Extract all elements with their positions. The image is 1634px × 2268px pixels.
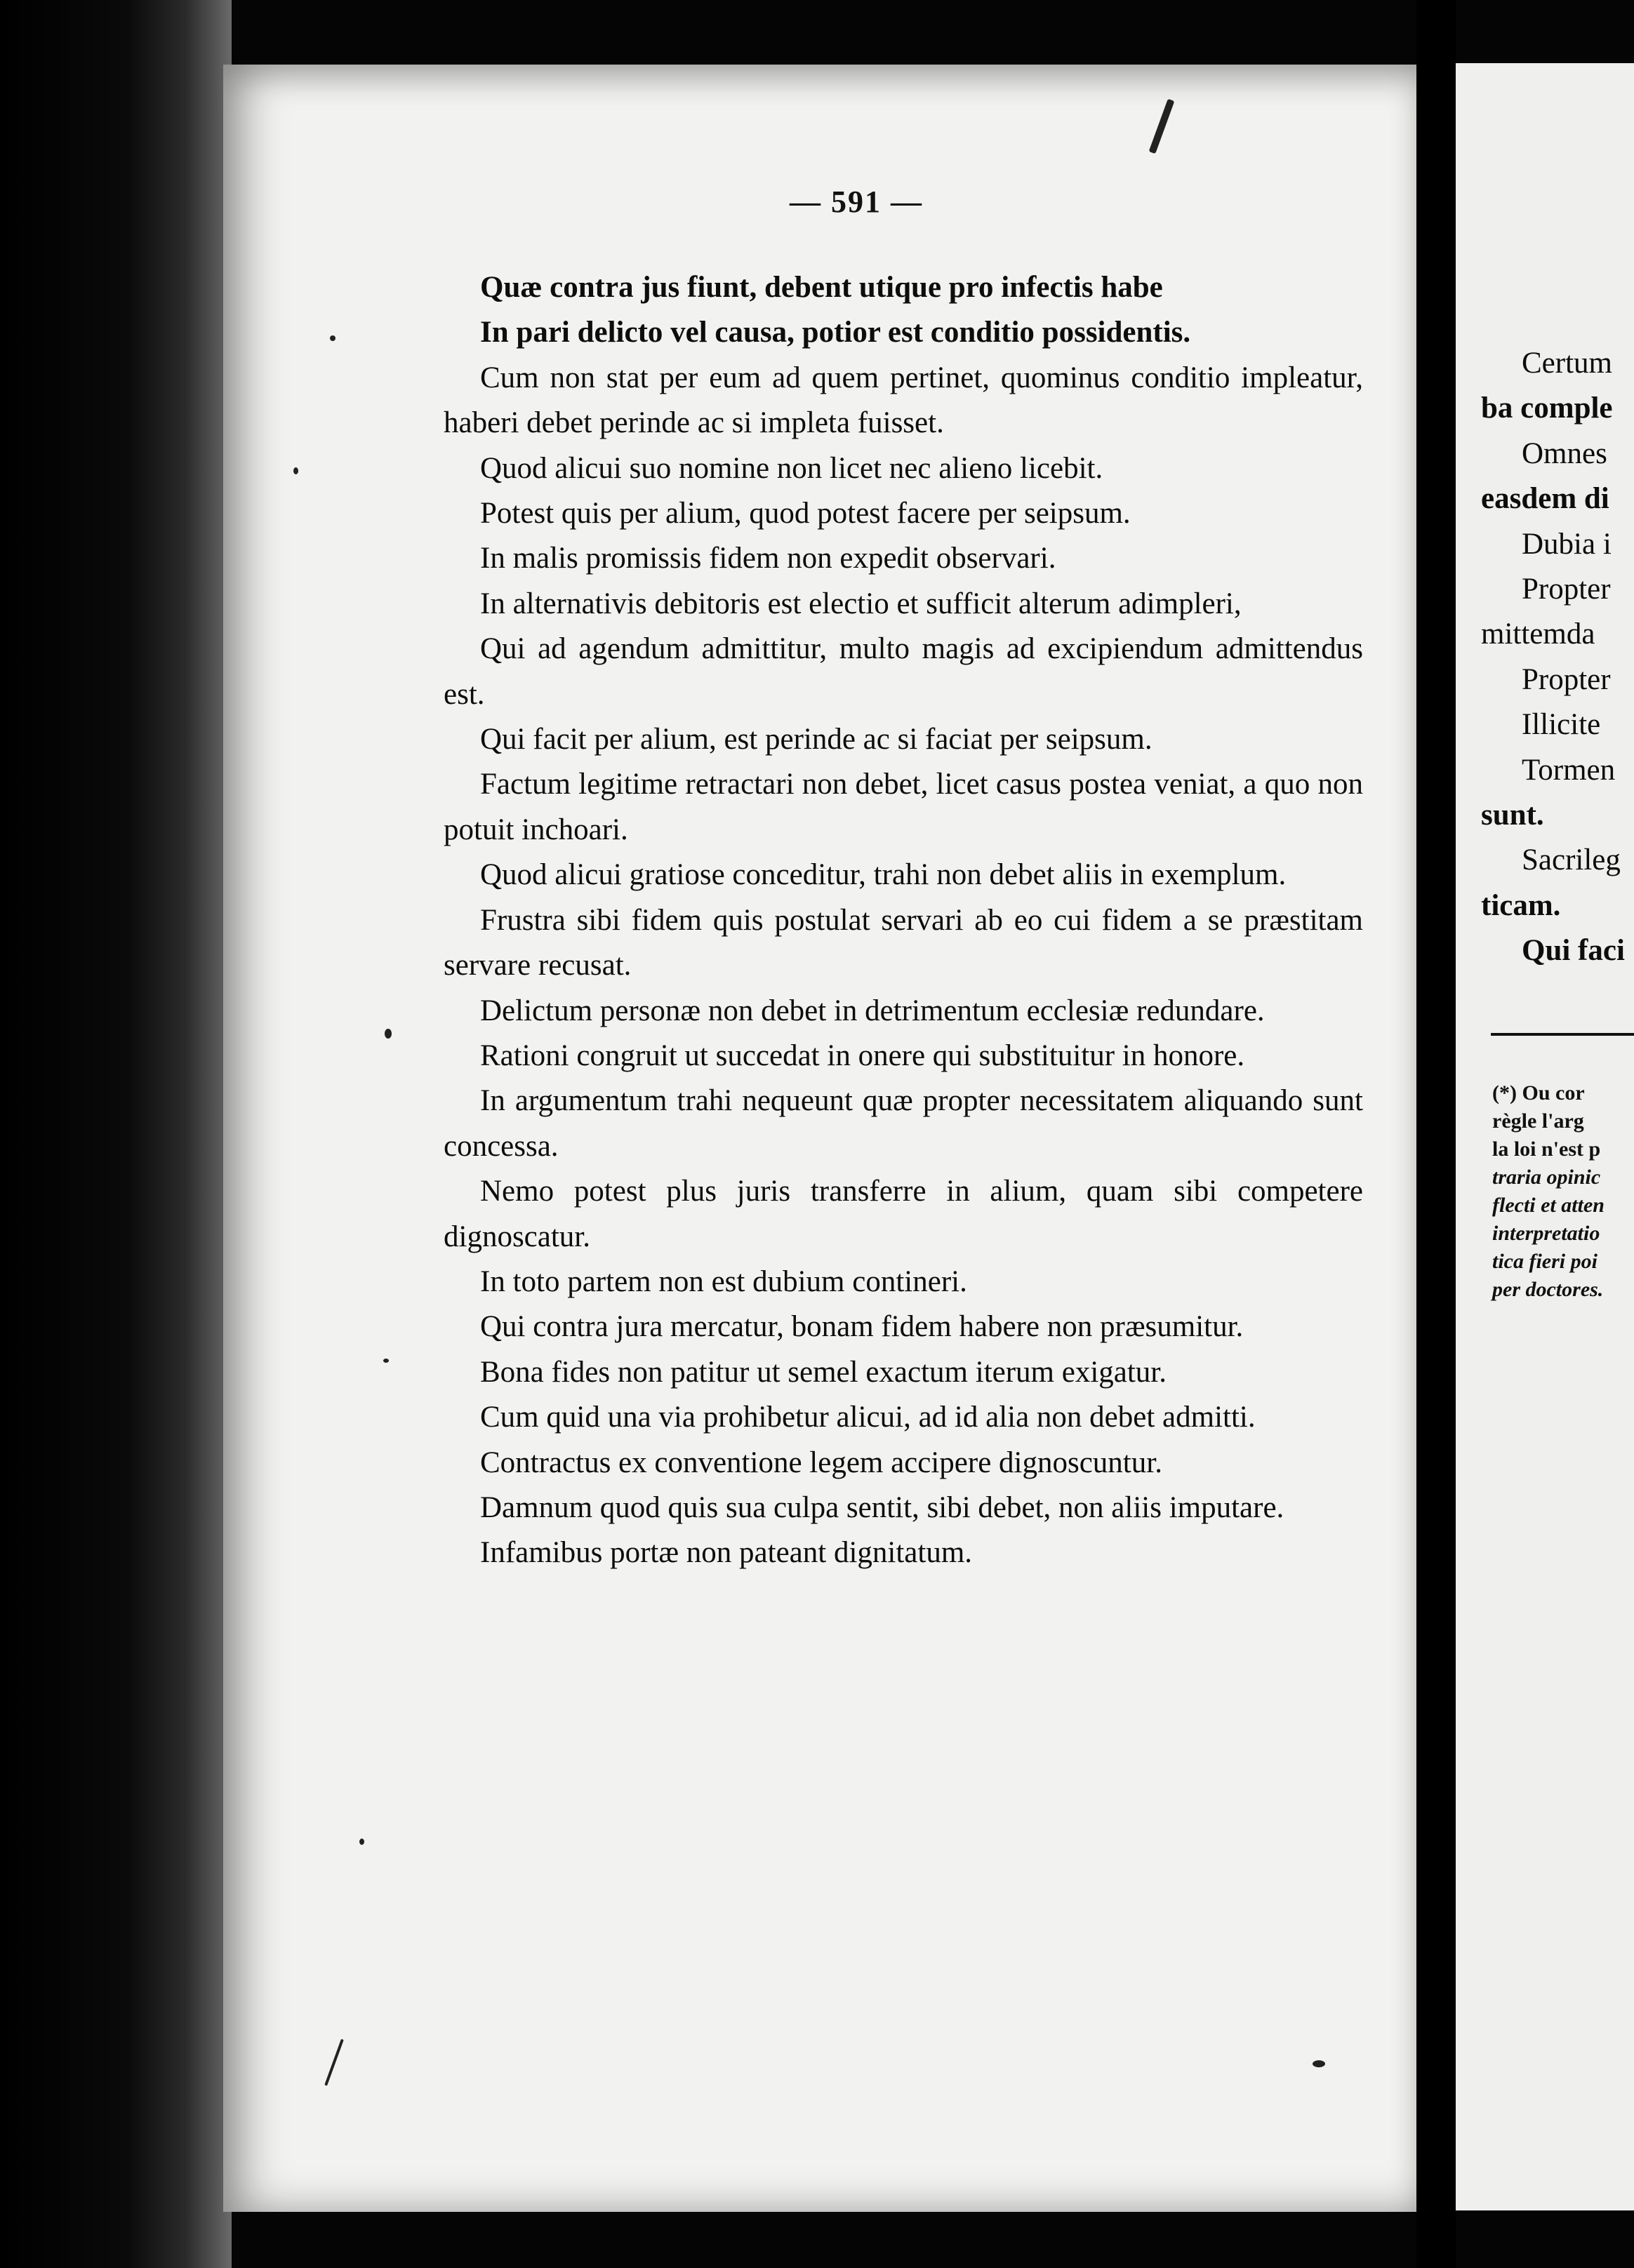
footnote-line: per doctores. (1492, 1278, 1604, 1301)
maxim-paragraph: Damnum quod quis sua culpa sentit, sibi debet, non aliis imputare. (480, 1490, 1284, 1524)
footnote-line: flecti et atten (1492, 1194, 1605, 1217)
maxim-paragraph: In malis promissis fidem non expedit observari. (480, 542, 1056, 575)
scan-speck (385, 1029, 392, 1039)
facing-page-line: Illicite (1522, 708, 1601, 742)
maxim-paragraph: Nemo potest plus juris transferre in alium, quam sibi competere dignoscatur. (444, 1175, 1363, 1253)
maxim-paragraph: Cum quid una via prohibetur alicui, ad id alia non debet admitti. (480, 1401, 1256, 1434)
facing-page-line: Propter (1522, 572, 1611, 606)
maxim-paragraph: Factum legitime retractari non debet, licet casus postea veniat, a quo non potuit inchoari. (444, 768, 1363, 846)
facing-page-line: Dubia i (1522, 527, 1612, 561)
facing-page-line: Propter (1522, 662, 1611, 696)
maxim-paragraph: Qui ad agendum admittitur, multo magis ad excipiendum admittendus est. (444, 632, 1363, 711)
scan-speck (359, 1839, 364, 1845)
maxim-paragraph: Quod alicui gratiose conceditur, trahi non debet aliis in exemplum. (480, 858, 1287, 892)
facing-page-line: Sacrileg (1522, 843, 1621, 877)
maxim-paragraph: Potest quis per alium, quod potest facere per seipsum. (480, 497, 1131, 531)
footnote-line: traria opinic (1492, 1166, 1601, 1189)
facing-page-line: ba comple (1481, 392, 1613, 425)
page-gutter (1416, 0, 1456, 2268)
page-number: — 591 — (790, 185, 923, 219)
maxim-paragraph: Cum non stat per eum ad quem pertinet, quominus conditio impleatur, haberi debet perinde ac si impleta fuisset. (444, 361, 1363, 440)
facing-page-text (1481, 341, 1634, 973)
footnote-line: règle l'arg (1492, 1109, 1584, 1133)
footnote-line: (*) Ou cor (1492, 1081, 1585, 1105)
maxim-paragraph: Infamibus portæ non pateant dignitatum. (480, 1536, 973, 1570)
maxim-paragraph: Quod alicui suo nomine non licet nec alieno licebit. (480, 451, 1103, 485)
maxim-paragraph: Delictum personæ non debet in detrimentum ecclesiæ redundare. (480, 994, 1265, 1027)
maxim-paragraph: Qui facit per alium, est perinde ac si faciat per seipsum. (480, 723, 1153, 756)
left-dark-margin (0, 0, 232, 2268)
facing-page-line: sunt. (1481, 798, 1544, 832)
maxim-paragraph: Frustra sibi fidem quis postulat servari ab eo cui fidem a se præstitam servare recusat. (444, 903, 1363, 982)
maxim-paragraph: Quæ contra jus fiunt, debent utique pro infectis habe (480, 271, 1163, 304)
facing-page-line: ticam. (1481, 888, 1561, 922)
maxim-paragraph: In pari delicto vel causa, potior est conditio possidentis. (480, 316, 1191, 349)
facing-page-line: Qui faci (1522, 934, 1625, 968)
scan-speck (1313, 2060, 1325, 2067)
facing-page-footnote (1492, 1079, 1605, 1304)
maxims-list (444, 265, 1363, 1576)
scan-speck (383, 1359, 389, 1363)
facing-page (1456, 63, 1634, 2210)
maxim-paragraph: In toto partem non est dubium contineri. (480, 1265, 967, 1298)
facing-page-line: mittemda (1481, 618, 1595, 651)
footnote-rule (1491, 1033, 1634, 1036)
facing-page-line: easdem di (1481, 482, 1609, 516)
footnote-line: interpretatio (1492, 1222, 1600, 1245)
maxim-paragraph: In argumentum trahi nequeunt quæ propter necessitatem aliquando sunt concessa. (444, 1084, 1363, 1163)
maxim-paragraph: Qui contra jura mercatur, bonam fidem habere non præsumitur. (480, 1310, 1244, 1344)
facing-page-line: Tormen (1522, 753, 1616, 787)
maxim-paragraph: Rationi congruit ut succedat in onere qui substituitur in honore. (480, 1039, 1245, 1072)
facing-page-line: Omnes (1522, 436, 1607, 470)
scan-speck (293, 467, 298, 474)
maxim-paragraph: Bona fides non patitur ut semel exactum iterum exigatur. (480, 1355, 1167, 1389)
maxim-paragraph: In alternativis debitoris est electio et sufficit alterum adimpleri, (480, 587, 1242, 620)
scan-speck (330, 335, 336, 341)
facing-page-line: Certum (1522, 347, 1612, 380)
footnote-line: tica fieri poi (1492, 1250, 1598, 1273)
footnote-line: la loi n'est p (1492, 1138, 1601, 1161)
maxim-paragraph: Contractus ex conventione legem accipere dignoscuntur. (480, 1446, 1162, 1479)
